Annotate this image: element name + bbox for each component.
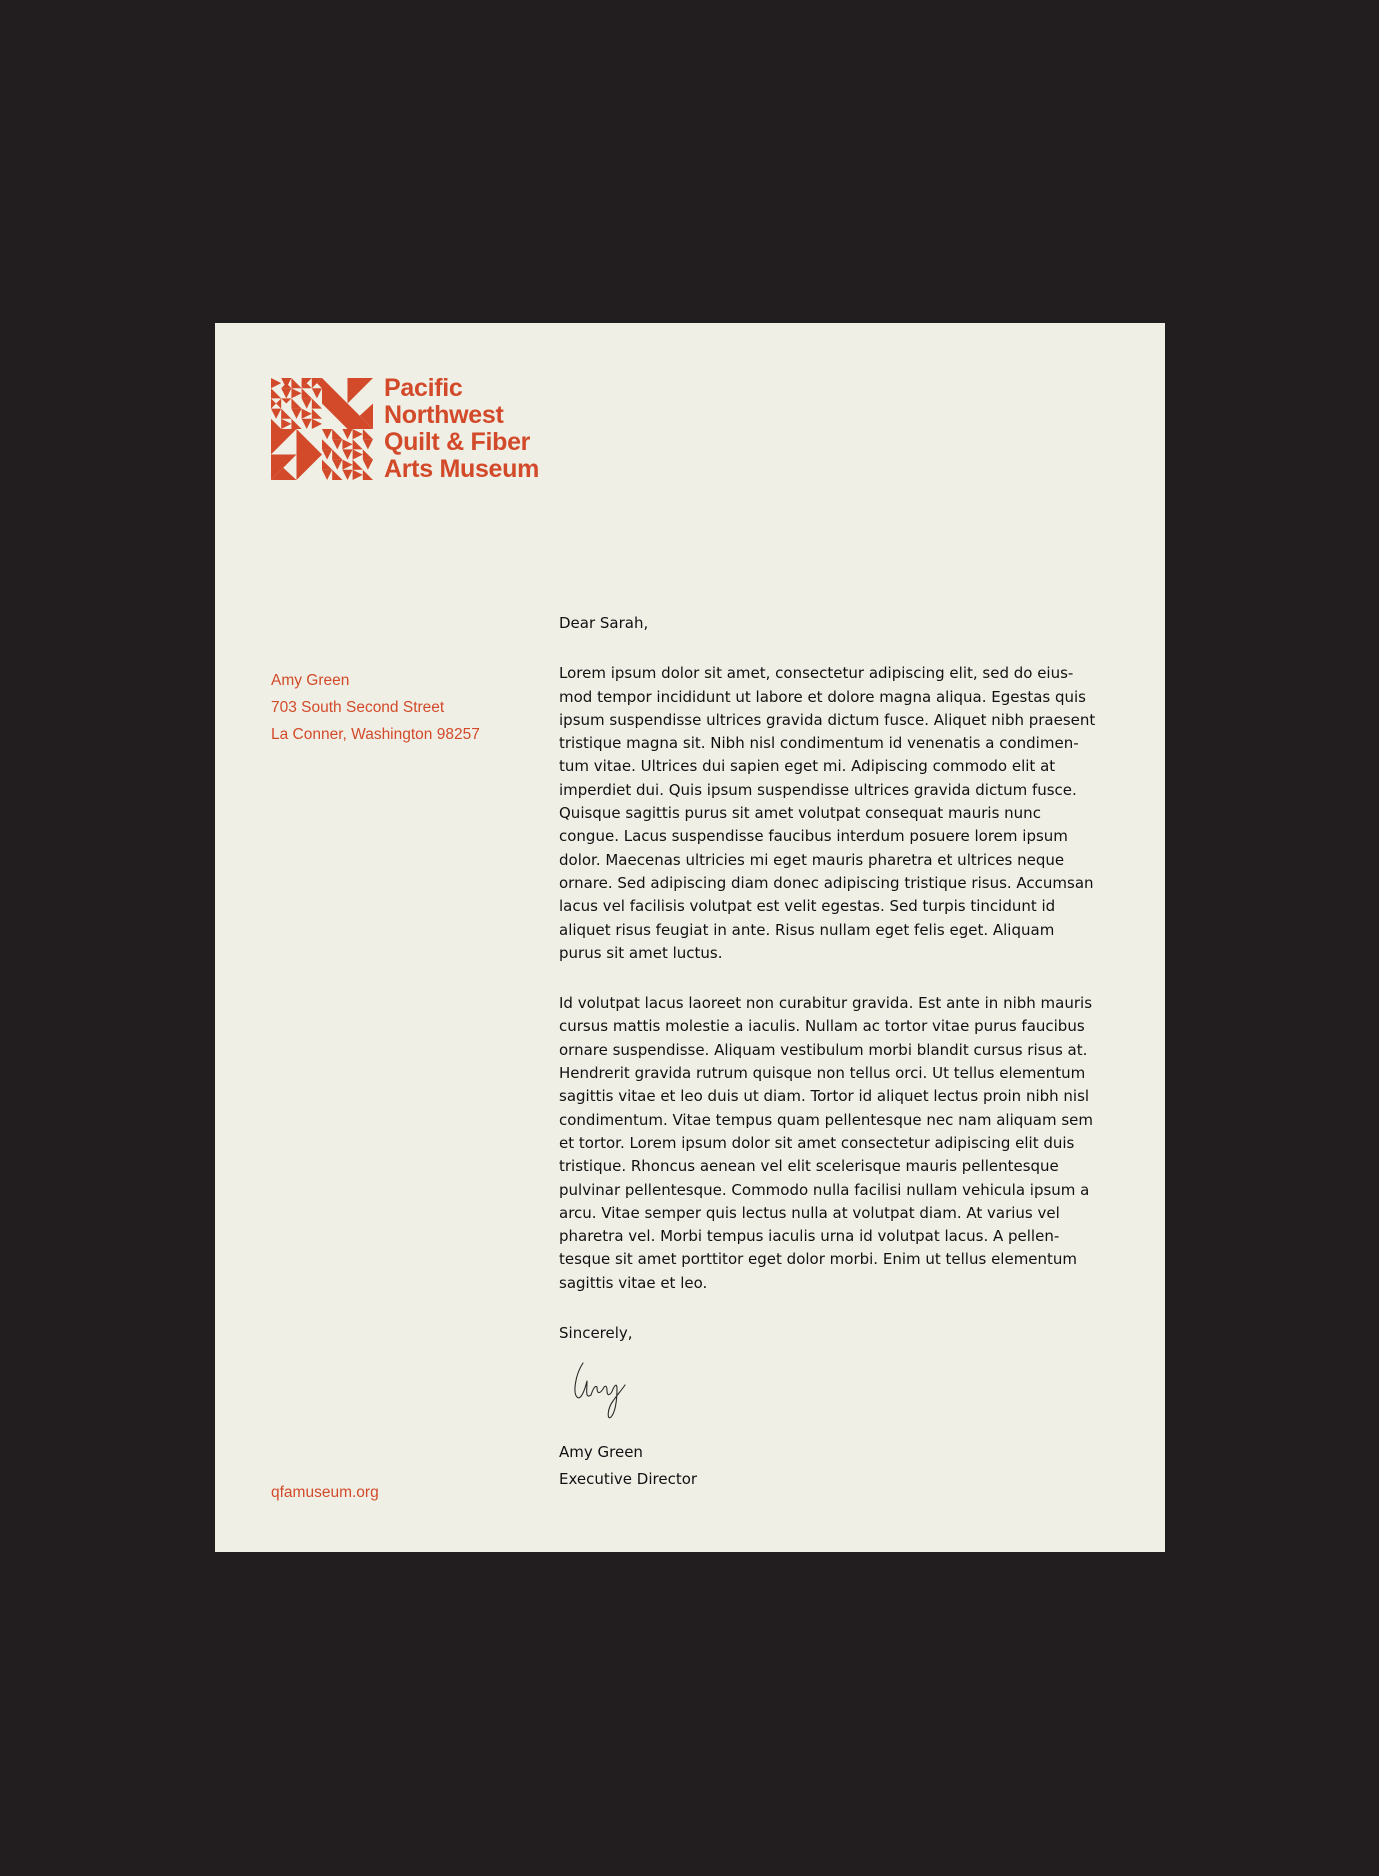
museum-name-line-1: Pacific bbox=[384, 374, 463, 402]
letter-body bbox=[559, 612, 1099, 1493]
quilt-pattern-logo-icon bbox=[271, 378, 373, 480]
website-link[interactable]: qfamuseum.org bbox=[271, 1484, 379, 1501]
paragraph-2: Id volutpat lacus laoreet non curabitur gravida. Est ante in nibh mauris cursus mattis molestie a iaculis. Nullam ac tortor vitae purus faucibus ornare suspendisse. Aliquam vestibulum morbi blandit cursus risus at. Hendrerit gravida rutrum quisque non tellus orci. Ut tellus elementum sagittis vitae et leo duis ut diam. Tortor id aliquet lectus proin nibh nisl condimentum. Vitae tempus quam pellentesque nec nam aliquam sem et tortor. Lorem ipsum dolor sit amet consectetur adipiscing elit duis tristique. Rhoncus aenean vel elit scelerisque mauris pellentesque pulvinar pellentesque. Commodo nulla facilisi nullam vehicula ipsum a arcu. Vitae semper quis lectus nulla at volutpat diam. At varius vel pharetra vel. Morbi tempus iaculis urna id volutpat lacus. A pellentesque sit amet porttitor eget dolor morbi. Enim ut tellus elementum sagittis vitae et leo. bbox=[559, 994, 1093, 1292]
sender-city: La Conner, Washington 98257 bbox=[271, 726, 480, 743]
signer-block bbox=[559, 1439, 1099, 1493]
signer-title: Executive Director bbox=[559, 1470, 698, 1489]
museum-logo bbox=[271, 374, 540, 483]
paragraph-1: Lorem ipsum dolor sit amet, consectetur adipiscing elit, sed do eiusmod tempor incididunt ut labore et dolore magna aliqua. Egestas quis ipsum suspendisse ultrices gravida dictum fusce. Aliquet nibh praesent tristique magna sit. Nibh nisl condimentum id venenatis a condimentum vitae. Ultrices dui sapien eget mi. Adipiscing commodo elit at imperdiet dui. Quis ipsum suspendisse ultrices gravida dictum fusce. Quisque sagittis purus sit amet volutpat consequat mauris nunc congue. Lacus suspendisse faucibus interdum posuere lorem ipsum dolor. Maecenas ultricies mi eget mauris pharetra et ultrices neque ornare. Sed adipiscing diam donec adipiscing tristique risus. Accumsan lacus vel facilisis volutpat est velit egestas. Sed turpis tincidunt id aliquet risus feugiat in ante. Risus nullam eget felis eget. Aliquam purus sit amet luctus. bbox=[559, 664, 1096, 962]
sender-street: 703 South Second Street bbox=[271, 699, 445, 716]
sender-address bbox=[271, 667, 480, 748]
museum-name-line-2: Northwest bbox=[384, 401, 504, 429]
handwritten-signature-icon bbox=[569, 1355, 629, 1425]
museum-name-line-3: Quilt & Fiber bbox=[384, 428, 531, 456]
closing: Sincerely, bbox=[559, 1324, 633, 1343]
museum-name-line-4: Arts Museum bbox=[384, 455, 540, 483]
museum-name bbox=[384, 375, 539, 483]
letterhead-page bbox=[215, 323, 1165, 1552]
signer-name: Amy Green bbox=[559, 1443, 643, 1462]
sender-name: Amy Green bbox=[271, 672, 350, 689]
salutation: Dear Sarah, bbox=[559, 614, 649, 632]
